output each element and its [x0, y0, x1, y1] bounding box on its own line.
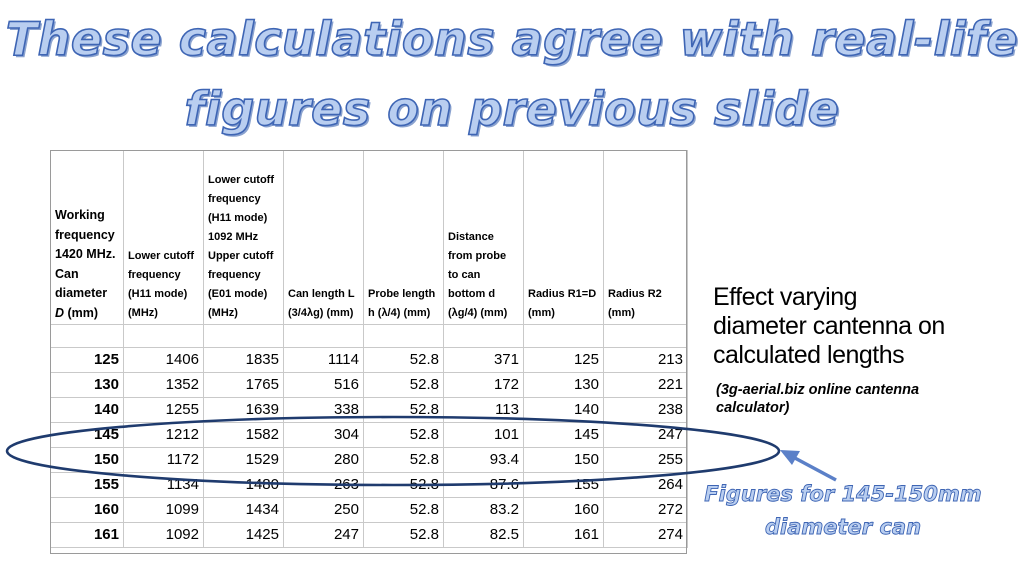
table-row: 155 1134 1480 263 52.8 87.6 155 264 — [51, 473, 688, 498]
source-line-1: (3g-aerial.biz online cantenna — [716, 382, 920, 398]
effect-line-2: diameter cantenna on — [713, 312, 945, 340]
header-upper-cutoff: Lower cutoff frequency (H11 mode) 1092 MHz Upper cutoff frequency (E01 mode) (MHz) — [204, 151, 284, 325]
slide-title-line-1: These calculations agree with real-life — [5, 12, 1019, 66]
callout-line-1: Figures for 145-150mm — [704, 482, 982, 506]
header-lower-cutoff: Lower cutoff frequency (H11 mode) (MHz) — [124, 151, 204, 325]
table-row: 130 1352 1765 516 52.8 172 130 221 — [51, 373, 688, 398]
effect-text — [713, 283, 1013, 370]
effect-line-1: Effect varying — [713, 283, 858, 311]
table-header-row — [51, 151, 688, 325]
header-can-diameter: Working frequency 1420 MHz. Can diameter D (mm) — [51, 151, 124, 325]
source-note — [716, 381, 996, 417]
header-can-length: Can length L (3/4λg) (mm) — [284, 151, 364, 325]
header-radius-r2: Radius R2 (mm) — [604, 151, 688, 325]
table-row: 161 1092 1425 247 52.8 82.5 161 274 — [51, 523, 688, 548]
header-probe-distance: Distance from probe to can bottom d (λg/4) (mm) — [444, 151, 524, 325]
header-probe-length: Probe length h (λ/4) (mm) — [364, 151, 444, 325]
callout-text — [693, 478, 993, 544]
effect-line-3: calculated lengths — [713, 341, 905, 369]
slide-title-line-2: figures on previous slide — [184, 82, 840, 136]
table-spacer-row — [51, 325, 688, 348]
callout-arrow-head — [780, 450, 800, 465]
callout-line-2: diameter can — [764, 515, 922, 539]
table-row-highlighted: 150 1172 1529 280 52.8 93.4 150 255 — [51, 448, 688, 473]
header-d-mm: D (mm) — [55, 305, 99, 320]
callout-arrow-line — [793, 457, 836, 480]
table-row: 140 1255 1639 338 52.8 113 140 238 — [51, 398, 688, 423]
header-radius-r1: Radius R1=D (mm) — [524, 151, 604, 325]
diameter-symbol: D — [55, 305, 65, 320]
source-line-2: calculator) — [716, 400, 790, 416]
cantenna-table — [50, 150, 688, 548]
table-row-highlighted: 145 1212 1582 304 52.8 101 145 247 — [51, 423, 688, 448]
table-row: 160 1099 1434 250 52.8 83.2 160 272 — [51, 498, 688, 523]
table-row: 125 1406 1835 1114 52.8 371 125 213 — [51, 348, 688, 373]
